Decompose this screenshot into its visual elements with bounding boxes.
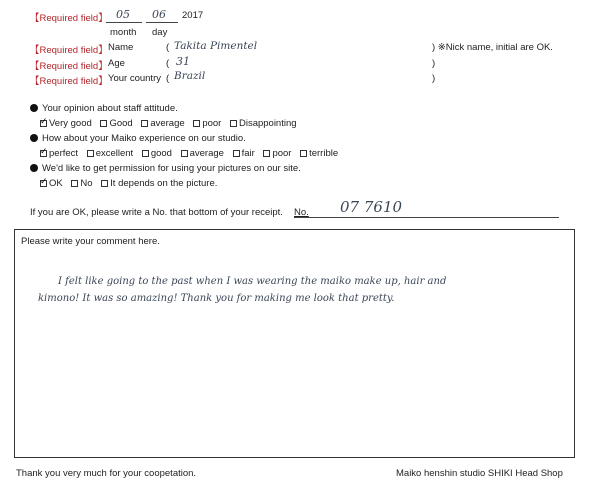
receipt-number-value[interactable]: 07 7610 — [340, 198, 403, 216]
age-open-paren: ( — [166, 58, 170, 69]
country-open-paren: ( — [166, 73, 170, 84]
country-required-tag: 【Required field】 — [30, 76, 108, 87]
country-value[interactable]: Brazil — [174, 70, 206, 82]
question-maiko-experience — [30, 133, 246, 144]
option-label: OK — [49, 178, 63, 189]
option-poor[interactable] — [263, 148, 291, 159]
checkbox-icon[interactable] — [300, 150, 307, 157]
checkbox-icon[interactable] — [193, 120, 200, 127]
age-close-paren: ) — [432, 58, 436, 69]
checkbox-checked-icon[interactable] — [40, 150, 47, 157]
option-label: fair — [241, 148, 255, 159]
comment-prompt: Please write your comment here. — [21, 236, 160, 247]
option-label: average — [189, 148, 224, 159]
receipt-no-label: No. — [294, 207, 309, 218]
name-note: ) ※Nick name, initial are OK. — [432, 42, 553, 53]
checkbox-icon[interactable] — [142, 150, 149, 157]
options-maiko-experience — [40, 148, 344, 159]
checkbox-icon[interactable] — [233, 150, 240, 157]
question-text: We'd like to get permission for using your pictures on our site. — [42, 163, 301, 174]
option-label: good — [150, 148, 172, 159]
date-year-value: 2017 — [182, 10, 204, 21]
option-very-good[interactable] — [40, 118, 92, 129]
option-label: It depends on the picture. — [110, 178, 218, 189]
option-label: average — [150, 118, 185, 129]
checkbox-icon[interactable] — [141, 120, 148, 127]
checkbox-icon[interactable] — [71, 180, 78, 187]
option-label: Good — [109, 118, 133, 129]
option-label: Disappointing — [238, 118, 297, 129]
checkbox-checked-icon[interactable] — [40, 180, 47, 187]
country-close-paren: ) — [432, 73, 436, 84]
age-value[interactable]: 31 — [176, 55, 190, 68]
bullet-icon — [30, 134, 38, 142]
date-month-label: month — [110, 27, 137, 38]
name-label: Name — [108, 42, 134, 53]
country-label: Your country — [108, 73, 161, 84]
date-required-tag: 【Required field】 — [30, 13, 108, 24]
option-no[interactable] — [71, 178, 92, 189]
checkbox-icon[interactable] — [263, 150, 270, 157]
date-month-underline — [106, 22, 142, 23]
comment-text-line-1: I felt like going to the past when I was wearing the maiko make up, hair and — [58, 276, 447, 287]
option-label: No — [80, 178, 93, 189]
bullet-icon — [30, 164, 38, 172]
date-day-value[interactable]: 06 — [152, 8, 166, 21]
bullet-icon — [30, 104, 38, 112]
option-average[interactable] — [181, 148, 224, 159]
comment-box[interactable] — [14, 229, 575, 458]
option-fair[interactable] — [233, 148, 255, 159]
option-label: poor — [202, 118, 222, 129]
receipt-prompt: If you are OK, please write a No. that bottom of your receipt. — [30, 207, 283, 218]
option-label: excellent — [95, 148, 134, 159]
option-label: poor — [272, 148, 292, 159]
date-day-label: day — [152, 27, 168, 38]
option-good[interactable] — [142, 148, 172, 159]
option-label: perfect — [49, 148, 79, 159]
comment-text-line-2: kimono! It was so amazing! Thank you for making me look that pretty. — [38, 293, 395, 304]
option-excellent[interactable] — [87, 148, 134, 159]
option-label: terrible — [309, 148, 339, 159]
option-good[interactable] — [100, 118, 132, 129]
date-day-underline — [146, 22, 178, 23]
checkbox-icon[interactable] — [100, 120, 107, 127]
option-label: Very good — [49, 118, 92, 129]
option-average[interactable] — [141, 118, 184, 129]
options-staff-attitude — [40, 118, 303, 129]
option-perfect[interactable] — [40, 148, 78, 159]
option-depends[interactable] — [101, 178, 217, 189]
question-text: Your opinion about staff attitude. — [42, 103, 178, 114]
footer-thanks: Thank you very much for your coopetation. — [16, 468, 197, 479]
option-terrible[interactable] — [300, 148, 338, 159]
age-required-tag: 【Required field】 — [30, 61, 108, 72]
checkbox-icon[interactable] — [230, 120, 237, 127]
checkbox-icon[interactable] — [181, 150, 188, 157]
date-month-value[interactable]: 05 — [116, 8, 130, 21]
option-disappointing[interactable] — [230, 118, 297, 129]
footer-shop-name: Maiko henshin studio SHIKI Head Shop — [396, 468, 563, 479]
question-staff-attitude — [30, 103, 178, 114]
question-picture-permission — [30, 163, 301, 174]
age-label: Age — [108, 58, 125, 69]
checkbox-checked-icon[interactable] — [40, 120, 47, 127]
receipt-underline — [294, 217, 559, 218]
name-value[interactable]: Takita Pimentel — [174, 40, 258, 52]
checkbox-icon[interactable] — [101, 180, 108, 187]
name-required-tag: 【Required field】 — [30, 45, 108, 56]
options-picture-permission — [40, 178, 223, 189]
question-text: How about your Maiko experience on our studio. — [42, 133, 246, 144]
checkbox-icon[interactable] — [87, 150, 94, 157]
option-ok[interactable] — [40, 178, 63, 189]
name-open-paren: ( — [166, 42, 170, 53]
option-poor[interactable] — [193, 118, 221, 129]
